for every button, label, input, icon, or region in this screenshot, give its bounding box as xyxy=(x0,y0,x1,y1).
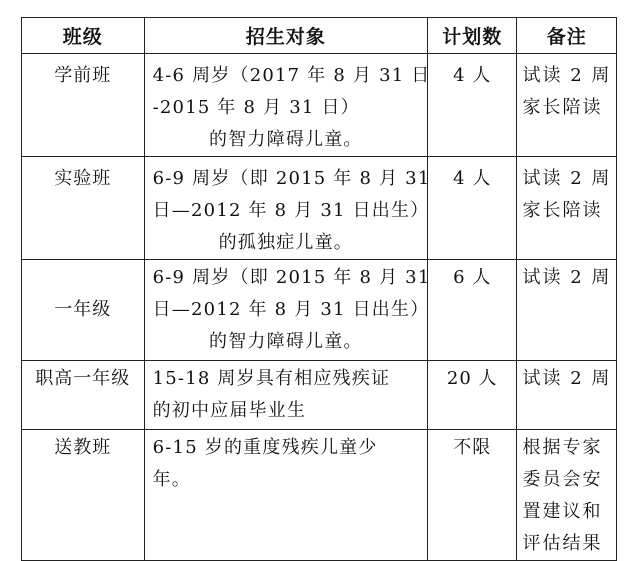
note-line: 评估结果 xyxy=(522,533,603,554)
note-line: 根据专家 xyxy=(522,437,603,458)
target-line: 的智力障碍儿童。 xyxy=(209,129,363,150)
header-target: 招生对象 xyxy=(144,18,427,54)
table-row xyxy=(22,54,617,157)
note-cell xyxy=(517,157,617,260)
class-name: 一年级 xyxy=(54,299,112,320)
target-cell xyxy=(144,54,431,157)
plan-value: 20 人 xyxy=(446,368,498,389)
plan-value: 4 人 xyxy=(453,168,492,189)
target-line: 日—2012 年 8 月 31 日出生） xyxy=(152,299,430,320)
class-name: 实验班 xyxy=(54,168,112,189)
plan-cell xyxy=(428,430,517,561)
target-line: 15-18 周岁具有相应残疾证 xyxy=(152,368,391,389)
plan-value: 4 人 xyxy=(453,65,492,86)
target-cell xyxy=(144,260,431,361)
table-row xyxy=(22,430,617,561)
target-line: -2015 年 8 月 31 日） xyxy=(152,97,360,118)
table-header-row xyxy=(22,18,617,54)
target-line: 年。 xyxy=(152,469,192,490)
note-cell xyxy=(517,54,617,157)
class-name: 职高一年级 xyxy=(35,368,131,389)
target-cell xyxy=(144,157,431,260)
plan-cell xyxy=(428,157,517,260)
header-plan: 计划数 xyxy=(428,18,517,54)
note-line: 家长陪读 xyxy=(522,97,603,118)
target-line: 的孤独症儿童。 xyxy=(218,232,354,253)
table-row xyxy=(22,157,617,260)
header-note: 备注 xyxy=(517,18,617,54)
class-cell xyxy=(22,54,145,157)
plan-cell xyxy=(428,260,517,361)
note-line: 置建议和 xyxy=(522,501,603,522)
note-cell xyxy=(517,430,617,561)
target-cell xyxy=(144,361,427,430)
target-line: 6-9 周岁（即 2015 年 8 月 31 xyxy=(152,168,431,189)
note-line: 家长陪读 xyxy=(522,200,603,221)
class-name: 送教班 xyxy=(54,437,112,458)
note-cell xyxy=(517,361,617,430)
target-line: 日—2012 年 8 月 31 日出生） xyxy=(152,200,430,221)
note-line: 试读 2 周 xyxy=(522,168,612,189)
class-cell xyxy=(22,430,145,561)
target-line: 6-15 岁的重度残疾儿童少 xyxy=(152,437,378,458)
table-row xyxy=(22,361,617,430)
class-name: 学前班 xyxy=(54,65,112,86)
target-cell xyxy=(144,430,427,561)
table-row xyxy=(22,260,617,361)
plan-cell xyxy=(428,54,517,157)
plan-value: 不限 xyxy=(453,437,492,458)
class-cell xyxy=(22,260,145,361)
note-line: 试读 2 周 xyxy=(522,267,612,288)
enrollment-table xyxy=(21,17,617,561)
class-cell xyxy=(22,157,145,260)
target-line: 4-6 周岁（2017 年 8 月 31 日 xyxy=(152,65,431,86)
header-class: 班级 xyxy=(22,18,145,54)
note-line: 试读 2 周 xyxy=(522,368,612,389)
target-line: 的智力障碍儿童。 xyxy=(209,331,363,352)
target-line: 的初中应届毕业生 xyxy=(152,400,307,421)
note-line: 试读 2 周 xyxy=(522,65,612,86)
note-cell xyxy=(517,260,617,361)
plan-cell xyxy=(428,361,517,430)
plan-value: 6 人 xyxy=(453,267,492,288)
note-line: 委员会安 xyxy=(522,469,603,490)
target-line: 6-9 周岁（即 2015 年 8 月 31 xyxy=(152,267,431,288)
class-cell xyxy=(22,361,145,430)
